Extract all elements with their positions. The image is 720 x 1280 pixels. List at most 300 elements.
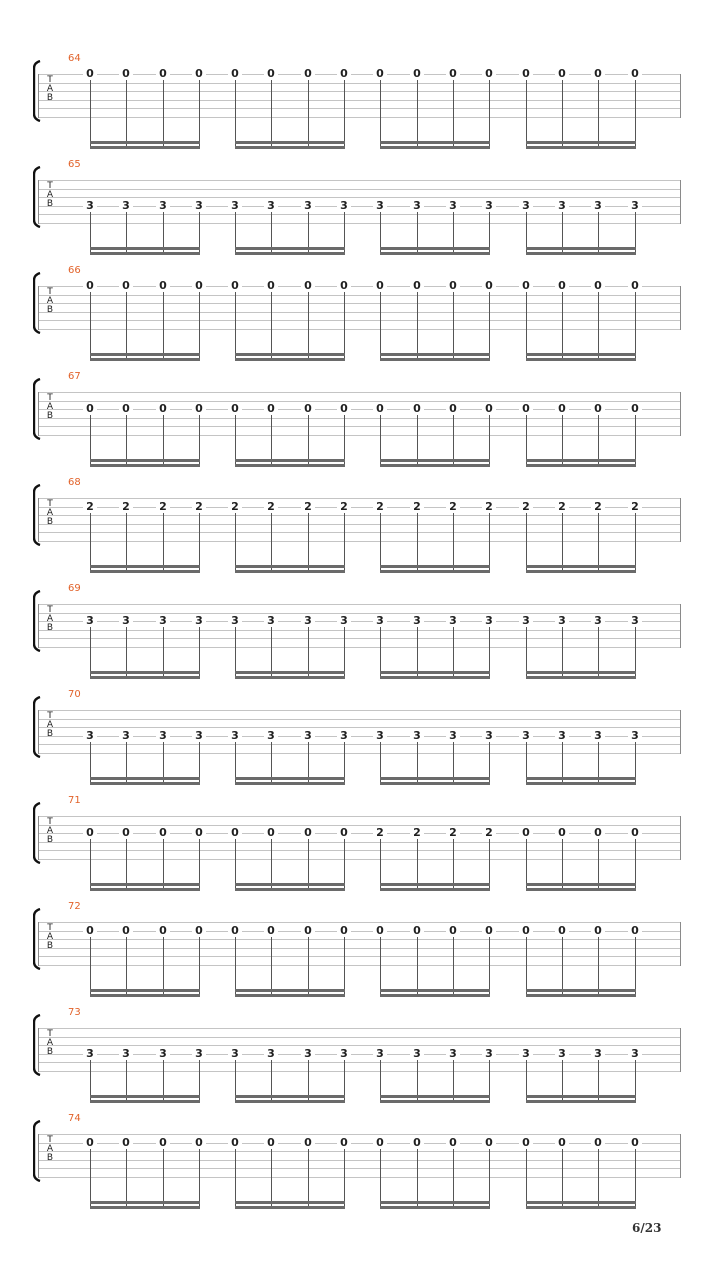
note-stem <box>489 513 490 572</box>
beam-primary <box>526 883 636 886</box>
string-line <box>38 83 681 84</box>
tab-system <box>0 690 720 796</box>
beam-primary <box>526 141 636 144</box>
string-line <box>38 1143 681 1144</box>
tab-note: 0 <box>192 925 206 936</box>
beam-secondary <box>90 1206 200 1209</box>
string-line <box>38 197 681 198</box>
tab-note: 0 <box>192 827 206 838</box>
measure-number: 70 <box>68 689 81 700</box>
beam-secondary <box>526 252 636 255</box>
note-stem <box>199 292 200 360</box>
tab-note: 3 <box>264 1048 278 1059</box>
note-stem <box>126 292 127 360</box>
note-stem <box>453 513 454 572</box>
string-line <box>38 100 681 101</box>
tab-clef <box>45 818 55 845</box>
beam-primary <box>526 565 636 568</box>
tab-note: 2 <box>337 501 351 512</box>
tab-clef-letter: A <box>46 190 54 200</box>
tab-note: 0 <box>83 68 97 79</box>
tab-note: 2 <box>373 501 387 512</box>
tab-note: 0 <box>482 68 496 79</box>
string-line <box>38 939 681 940</box>
tab-note: 3 <box>482 1048 496 1059</box>
beam-secondary <box>235 1100 345 1103</box>
beam-primary <box>380 989 490 992</box>
beam-primary <box>90 883 200 886</box>
string-line <box>38 647 681 648</box>
note-stem <box>308 937 309 996</box>
string-line <box>38 1177 681 1178</box>
barline-end <box>680 816 681 860</box>
note-stem <box>271 1149 272 1208</box>
page-number: 6/23 <box>632 1221 662 1235</box>
note-stem <box>562 937 563 996</box>
tab-note: 3 <box>337 1048 351 1059</box>
note-stem <box>417 80 418 148</box>
tab-clef-letter: A <box>46 614 54 624</box>
tab-clef <box>45 924 55 951</box>
string-line <box>38 1160 681 1161</box>
string-line <box>38 498 681 499</box>
tab-staff <box>38 1134 681 1178</box>
tab-note: 0 <box>446 403 460 414</box>
beam-secondary <box>90 782 200 785</box>
tab-note: 3 <box>301 200 315 211</box>
tab-clef-letter: B <box>46 1153 54 1163</box>
tab-note: 0 <box>482 280 496 291</box>
beam-secondary <box>235 994 345 997</box>
tab-staff <box>38 286 681 330</box>
note-stem <box>453 937 454 996</box>
tab-note: 0 <box>83 1137 97 1148</box>
note-stem <box>489 80 490 148</box>
tab-clef-letter: B <box>46 729 54 739</box>
string-line <box>38 189 681 190</box>
tab-note: 0 <box>192 1137 206 1148</box>
barline-end <box>680 498 681 542</box>
string-line <box>38 621 681 622</box>
note-stem <box>90 80 91 148</box>
tab-staff <box>38 604 681 648</box>
tab-clef <box>45 606 55 633</box>
beam-primary <box>380 565 490 568</box>
note-stem <box>126 1149 127 1208</box>
tab-clef-letter: B <box>46 517 54 527</box>
beam-primary <box>380 1201 490 1204</box>
tab-note: 3 <box>373 200 387 211</box>
tab-note: 0 <box>264 403 278 414</box>
barline-end <box>680 1028 681 1072</box>
tab-note: 0 <box>156 827 170 838</box>
tab-note: 0 <box>519 68 533 79</box>
string-line <box>38 180 681 181</box>
tab-note: 0 <box>337 1137 351 1148</box>
tab-note: 0 <box>410 403 424 414</box>
string-line <box>38 965 681 966</box>
beam-secondary <box>235 252 345 255</box>
note-stem <box>562 1149 563 1208</box>
note-stem <box>344 937 345 996</box>
tab-note: 3 <box>156 200 170 211</box>
note-stem <box>308 80 309 148</box>
tab-note: 3 <box>119 200 133 211</box>
tab-note: 0 <box>446 925 460 936</box>
beam-primary <box>380 141 490 144</box>
note-stem <box>199 937 200 996</box>
barline-end <box>680 286 681 330</box>
tab-clef-letter: A <box>46 1144 54 1154</box>
barline-end <box>680 604 681 648</box>
tab-note: 0 <box>228 925 242 936</box>
string-line <box>38 744 681 745</box>
beam-secondary <box>90 994 200 997</box>
string-line <box>38 312 681 313</box>
tab-note: 3 <box>519 730 533 741</box>
tab-note: 3 <box>628 1048 642 1059</box>
string-line <box>38 117 681 118</box>
tab-note: 3 <box>192 615 206 626</box>
beam-secondary <box>380 358 490 361</box>
string-line <box>38 524 681 525</box>
tab-clef <box>45 500 55 527</box>
beam-secondary <box>526 1206 636 1209</box>
tab-note: 3 <box>301 730 315 741</box>
tab-note: 3 <box>83 615 97 626</box>
beam-primary <box>235 989 345 992</box>
note-stem <box>635 1149 636 1208</box>
tab-note: 3 <box>228 200 242 211</box>
tab-note: 0 <box>119 280 133 291</box>
tab-system <box>0 266 720 372</box>
tab-clef-letter: T <box>47 499 53 509</box>
beam-primary <box>235 883 345 886</box>
tab-note: 3 <box>264 730 278 741</box>
tab-note: 3 <box>119 1048 133 1059</box>
string-line <box>38 638 681 639</box>
tab-note: 0 <box>228 68 242 79</box>
tab-clef-letter: B <box>46 305 54 315</box>
tab-note: 0 <box>337 403 351 414</box>
tab-clef-letter: A <box>46 508 54 518</box>
tab-note: 0 <box>410 68 424 79</box>
beam-secondary <box>380 1206 490 1209</box>
tab-note: 0 <box>482 403 496 414</box>
tab-clef-letter: T <box>47 817 53 827</box>
tab-clef-letter: T <box>47 181 53 191</box>
tab-note: 3 <box>228 730 242 741</box>
tab-note: 3 <box>628 200 642 211</box>
tab-note: 0 <box>373 68 387 79</box>
tab-note: 0 <box>119 68 133 79</box>
string-line <box>38 1151 681 1152</box>
tab-system <box>0 54 720 160</box>
tab-note: 0 <box>264 925 278 936</box>
tab-clef-letter: T <box>47 75 53 85</box>
note-stem <box>271 80 272 148</box>
tab-staff <box>38 1028 681 1072</box>
barline-end <box>680 710 681 754</box>
tab-system <box>0 478 720 584</box>
tab-clef-letter: B <box>46 1047 54 1057</box>
beam-primary <box>526 1201 636 1204</box>
beam-primary <box>380 777 490 780</box>
string-line <box>38 418 681 419</box>
tab-note: 3 <box>591 1048 605 1059</box>
tab-note: 2 <box>410 827 424 838</box>
tab-note: 0 <box>83 827 97 838</box>
beam-primary <box>235 459 345 462</box>
tab-note: 0 <box>591 403 605 414</box>
tab-note: 0 <box>337 827 351 838</box>
note-stem <box>199 1149 200 1208</box>
tab-note: 0 <box>119 403 133 414</box>
note-stem <box>635 292 636 360</box>
tab-note: 3 <box>555 615 569 626</box>
string-line <box>38 392 681 393</box>
tab-note: 0 <box>482 1137 496 1148</box>
string-line <box>38 286 681 287</box>
tab-note: 3 <box>119 730 133 741</box>
string-line <box>38 214 681 215</box>
tab-clef <box>45 1030 55 1057</box>
tab-note: 3 <box>410 615 424 626</box>
tab-note: 0 <box>156 925 170 936</box>
beam-primary <box>90 353 200 356</box>
tab-note: 3 <box>591 615 605 626</box>
note-stem <box>90 292 91 360</box>
tab-note: 0 <box>555 68 569 79</box>
tab-note: 3 <box>373 730 387 741</box>
tab-system <box>0 1008 720 1114</box>
tab-clef-letter: B <box>46 623 54 633</box>
note-stem <box>635 80 636 148</box>
tab-note: 0 <box>519 403 533 414</box>
barline-start <box>38 710 39 754</box>
note-stem <box>126 80 127 148</box>
tab-note: 0 <box>373 925 387 936</box>
string-line <box>38 630 681 631</box>
tab-note: 0 <box>83 280 97 291</box>
tab-clef-letter: B <box>46 411 54 421</box>
tab-note: 2 <box>628 501 642 512</box>
string-line <box>38 1062 681 1063</box>
beam-secondary <box>380 252 490 255</box>
barline-start <box>38 498 39 542</box>
beam-secondary <box>90 676 200 679</box>
beam-primary <box>235 671 345 674</box>
beam-secondary <box>235 782 345 785</box>
barline-start <box>38 1028 39 1072</box>
note-stem <box>417 1149 418 1208</box>
tab-staff <box>38 922 681 966</box>
tab-note: 2 <box>591 501 605 512</box>
note-stem <box>380 1149 381 1208</box>
tab-note: 0 <box>156 403 170 414</box>
note-stem <box>489 937 490 996</box>
tab-note: 3 <box>373 1048 387 1059</box>
tab-note: 0 <box>446 1137 460 1148</box>
barline-start <box>38 1134 39 1178</box>
tab-note: 0 <box>228 827 242 838</box>
string-line <box>38 710 681 711</box>
tab-note: 0 <box>301 827 315 838</box>
beam-primary <box>380 459 490 462</box>
tab-note: 3 <box>410 1048 424 1059</box>
string-line <box>38 515 681 516</box>
note-stem <box>417 292 418 360</box>
tab-note: 3 <box>628 615 642 626</box>
tab-clef-letter: T <box>47 923 53 933</box>
tab-note: 0 <box>628 403 642 414</box>
tab-clef-letter: B <box>46 93 54 103</box>
beam-secondary <box>380 1100 490 1103</box>
tab-note: 3 <box>83 1048 97 1059</box>
tab-note: 0 <box>555 925 569 936</box>
tab-note: 3 <box>446 200 460 211</box>
string-line <box>38 1071 681 1072</box>
note-stem <box>163 937 164 996</box>
tab-note: 3 <box>156 1048 170 1059</box>
note-stem <box>163 292 164 360</box>
beam-primary <box>526 353 636 356</box>
tab-note: 0 <box>156 68 170 79</box>
barline-start <box>38 922 39 966</box>
tab-note: 0 <box>301 403 315 414</box>
tab-note: 3 <box>373 615 387 626</box>
beam-secondary <box>90 464 200 467</box>
tab-clef <box>45 288 55 315</box>
beam-primary <box>380 1095 490 1098</box>
note-stem <box>562 513 563 572</box>
tab-note: 0 <box>555 1137 569 1148</box>
tab-note: 2 <box>156 501 170 512</box>
tab-note: 0 <box>119 1137 133 1148</box>
tab-note: 0 <box>591 68 605 79</box>
tab-note: 0 <box>519 827 533 838</box>
measure-number: 71 <box>68 795 81 806</box>
beam-primary <box>90 777 200 780</box>
beam-secondary <box>526 994 636 997</box>
note-stem <box>199 513 200 572</box>
beam-primary <box>90 141 200 144</box>
beam-primary <box>526 247 636 250</box>
string-line <box>38 223 681 224</box>
tab-note: 3 <box>519 200 533 211</box>
string-line <box>38 532 681 533</box>
tab-note: 0 <box>591 827 605 838</box>
note-stem <box>271 937 272 996</box>
note-stem <box>489 1149 490 1208</box>
tab-staff <box>38 392 681 436</box>
tab-note: 0 <box>156 1137 170 1148</box>
beam-primary <box>90 1201 200 1204</box>
note-stem <box>344 1149 345 1208</box>
tab-note: 0 <box>591 280 605 291</box>
tab-note: 2 <box>410 501 424 512</box>
tab-note: 3 <box>192 730 206 741</box>
tab-note: 3 <box>482 730 496 741</box>
tab-note: 0 <box>628 1137 642 1148</box>
tab-note: 3 <box>119 615 133 626</box>
tab-note: 3 <box>192 1048 206 1059</box>
tab-note: 3 <box>555 200 569 211</box>
measure-number: 72 <box>68 901 81 912</box>
tab-note: 0 <box>555 403 569 414</box>
tab-clef-letter: T <box>47 711 53 721</box>
string-line <box>38 206 681 207</box>
tab-note: 0 <box>301 1137 315 1148</box>
tab-note: 3 <box>591 730 605 741</box>
string-line <box>38 727 681 728</box>
tab-note: 3 <box>156 615 170 626</box>
note-stem <box>235 1149 236 1208</box>
note-stem <box>235 937 236 996</box>
tab-clef <box>45 182 55 209</box>
tab-note: 3 <box>156 730 170 741</box>
beam-secondary <box>235 1206 345 1209</box>
tab-note: 0 <box>628 68 642 79</box>
tab-clef-letter: A <box>46 84 54 94</box>
tab-note: 0 <box>373 280 387 291</box>
beam-secondary <box>380 464 490 467</box>
tab-note: 2 <box>373 827 387 838</box>
tab-note: 3 <box>446 615 460 626</box>
tab-note: 0 <box>228 280 242 291</box>
tab-note: 2 <box>264 501 278 512</box>
tab-note: 0 <box>228 1137 242 1148</box>
tab-note: 3 <box>83 200 97 211</box>
note-stem <box>163 1149 164 1208</box>
tab-note: 0 <box>192 280 206 291</box>
string-line <box>38 91 681 92</box>
note-stem <box>598 1149 599 1208</box>
string-line <box>38 1037 681 1038</box>
tab-note: 3 <box>264 615 278 626</box>
tab-clef-letter: T <box>47 1135 53 1145</box>
tab-staff <box>38 74 681 118</box>
tab-note: 2 <box>446 501 460 512</box>
beam-secondary <box>526 1100 636 1103</box>
tab-note: 0 <box>519 925 533 936</box>
string-line <box>38 719 681 720</box>
beam-primary <box>526 989 636 992</box>
beam-secondary <box>526 676 636 679</box>
note-stem <box>308 1149 309 1208</box>
tab-note: 0 <box>301 280 315 291</box>
string-line <box>38 825 681 826</box>
tab-clef-letter: T <box>47 287 53 297</box>
note-stem <box>344 80 345 148</box>
string-line <box>38 435 681 436</box>
note-stem <box>635 513 636 572</box>
note-stem <box>598 513 599 572</box>
beam-primary <box>235 141 345 144</box>
tab-system <box>0 796 720 902</box>
tab-note: 2 <box>192 501 206 512</box>
tab-note: 2 <box>301 501 315 512</box>
note-stem <box>308 292 309 360</box>
string-line <box>38 108 681 109</box>
tab-note: 3 <box>264 200 278 211</box>
note-stem <box>235 513 236 572</box>
barline-end <box>680 180 681 224</box>
beam-primary <box>380 353 490 356</box>
measure-number: 69 <box>68 583 81 594</box>
barline-start <box>38 180 39 224</box>
beam-secondary <box>90 570 200 573</box>
